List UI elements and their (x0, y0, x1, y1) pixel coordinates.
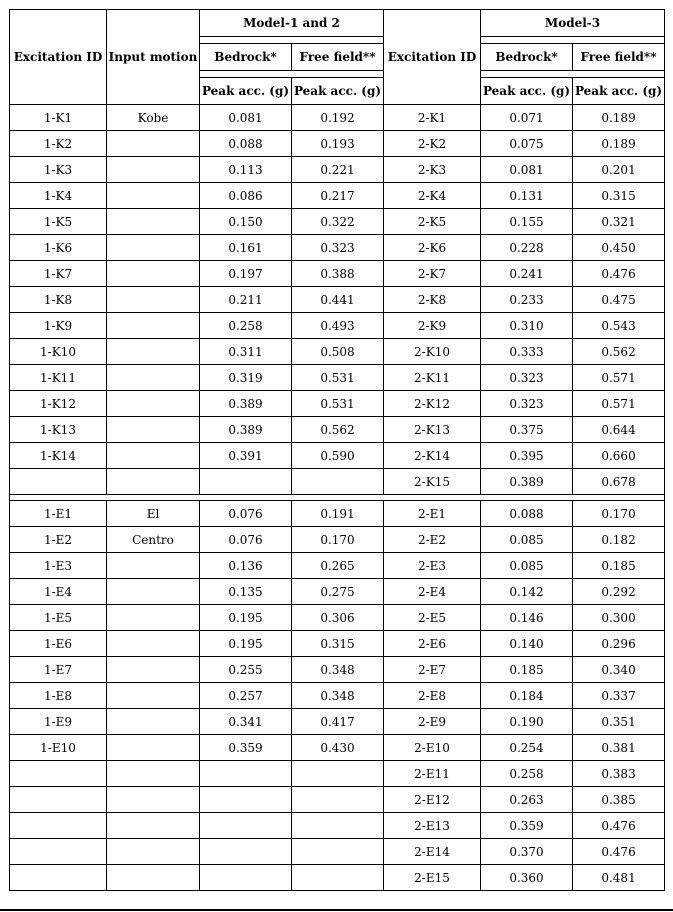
header-rule (481, 37, 665, 44)
free-field-acc-cell: 0.543 (573, 313, 665, 339)
free-field-acc-cell: 0.321 (573, 209, 665, 235)
free-field-acc-cell: 0.493 (292, 313, 384, 339)
free-field-acc-cell: 0.322 (292, 209, 384, 235)
free-field-acc-cell: 0.644 (573, 417, 665, 443)
excitation-id-cell: 2-K15 (384, 469, 481, 495)
bedrock-acc-cell: 0.389 (200, 391, 292, 417)
excitation-table (9, 9, 665, 891)
table-header (10, 10, 665, 105)
bedrock-acc-cell (200, 787, 292, 813)
bedrock-acc-cell: 0.085 (481, 527, 573, 553)
bedrock-acc-cell: 0.389 (481, 469, 573, 495)
bedrock-acc-cell: 0.375 (481, 417, 573, 443)
table-row (10, 761, 665, 787)
input-motion-cell (107, 209, 200, 235)
table-row (10, 235, 665, 261)
free-field-acc-cell: 0.217 (292, 183, 384, 209)
free-field-acc-cell: 0.508 (292, 339, 384, 365)
bedrock-acc-cell: 0.155 (481, 209, 573, 235)
bedrock-acc-cell: 0.076 (200, 501, 292, 527)
bedrock-acc-cell: 0.195 (200, 605, 292, 631)
excitation-id-cell: 2-E2 (384, 527, 481, 553)
free-field-acc-cell: 0.300 (573, 605, 665, 631)
free-field-acc-cell: 0.315 (573, 183, 665, 209)
free-field-acc-cell: 0.337 (573, 683, 665, 709)
table-row (10, 469, 665, 495)
table-row (10, 105, 665, 131)
excitation-id-cell: 2-E7 (384, 657, 481, 683)
bedrock-acc-cell: 0.146 (481, 605, 573, 631)
bedrock-acc-cell: 0.255 (200, 657, 292, 683)
excitation-id-cell: 2-E14 (384, 839, 481, 865)
excitation-id-cell: 1-E5 (10, 605, 107, 631)
excitation-id-cell: 2-K5 (384, 209, 481, 235)
bedrock-acc-cell: 0.135 (200, 579, 292, 605)
excitation-id-cell: 2-E15 (384, 865, 481, 891)
excitation-id-cell: 2-K8 (384, 287, 481, 313)
free-field-acc-cell: 0.385 (573, 787, 665, 813)
free-field-acc-cell: 0.189 (573, 131, 665, 157)
bedrock-acc-cell: 0.136 (200, 553, 292, 579)
free-field-acc-cell: 0.323 (292, 235, 384, 261)
bedrock-acc-cell: 0.323 (481, 365, 573, 391)
free-field-acc-cell: 0.590 (292, 443, 384, 469)
bedrock-acc-cell: 0.241 (481, 261, 573, 287)
excitation-id-cell: 2-K11 (384, 365, 481, 391)
input-motion-cell (107, 683, 200, 709)
free-field-acc-cell: 0.296 (573, 631, 665, 657)
free-field-acc-cell (292, 787, 384, 813)
bedrock-acc-cell: 0.228 (481, 235, 573, 261)
free-field-acc-cell: 0.340 (573, 657, 665, 683)
excitation-id-cell: 1-K8 (10, 287, 107, 313)
bedrock-acc-cell: 0.310 (481, 313, 573, 339)
bedrock-acc-cell: 0.088 (200, 131, 292, 157)
free-field-acc-cell: 0.571 (573, 391, 665, 417)
excitation-id-cell: 2-E13 (384, 813, 481, 839)
excitation-id-cell (10, 813, 107, 839)
table-row (10, 417, 665, 443)
free-field-acc-cell: 0.531 (292, 365, 384, 391)
excitation-id-cell: 2-K14 (384, 443, 481, 469)
bedrock-acc-cell: 0.333 (481, 339, 573, 365)
bedrock-acc-cell: 0.389 (200, 417, 292, 443)
free-field-acc-cell (292, 469, 384, 495)
bedrock-acc-cell: 0.076 (200, 527, 292, 553)
free-field-acc-cell (292, 761, 384, 787)
bedrock-acc-cell (200, 839, 292, 865)
input-motion-cell (107, 261, 200, 287)
excitation-id-cell: 1-E2 (10, 527, 107, 553)
excitation-id-cell (10, 469, 107, 495)
excitation-id-cell: 2-K12 (384, 391, 481, 417)
bottom-rule (0, 909, 673, 911)
bedrock-acc-cell: 0.184 (481, 683, 573, 709)
bedrock-acc-cell: 0.131 (481, 183, 573, 209)
excitation-id-cell: 2-K3 (384, 157, 481, 183)
free-field-acc-cell: 0.571 (573, 365, 665, 391)
excitation-id-cell (10, 761, 107, 787)
free-field-acc-cell: 0.348 (292, 657, 384, 683)
input-motion-cell (107, 631, 200, 657)
header-peak-acc: Peak acc. (g) (200, 78, 292, 105)
excitation-id-cell: 1-K4 (10, 183, 107, 209)
free-field-acc-cell: 0.476 (573, 813, 665, 839)
free-field-acc-cell: 0.531 (292, 391, 384, 417)
input-motion-cell (107, 469, 200, 495)
bedrock-acc-cell (200, 469, 292, 495)
bedrock-acc-cell: 0.211 (200, 287, 292, 313)
input-motion-cell (107, 709, 200, 735)
table-row (10, 709, 665, 735)
bedrock-acc-cell: 0.150 (200, 209, 292, 235)
free-field-acc-cell (292, 839, 384, 865)
free-field-acc-cell: 0.430 (292, 735, 384, 761)
excitation-id-cell: 1-E8 (10, 683, 107, 709)
free-field-acc-cell: 0.381 (573, 735, 665, 761)
excitation-id-cell: 2-K4 (384, 183, 481, 209)
free-field-acc-cell: 0.170 (573, 501, 665, 527)
excitation-id-cell: 2-E5 (384, 605, 481, 631)
excitation-id-cell: 1-K10 (10, 339, 107, 365)
table-row (10, 339, 665, 365)
excitation-id-cell: 1-K2 (10, 131, 107, 157)
table-row (10, 683, 665, 709)
input-motion-cell (107, 735, 200, 761)
free-field-acc-cell: 0.192 (292, 105, 384, 131)
free-field-acc-cell: 0.201 (573, 157, 665, 183)
table-row (10, 183, 665, 209)
bedrock-acc-cell: 0.360 (481, 865, 573, 891)
input-motion-cell: El (107, 501, 200, 527)
table-row (10, 657, 665, 683)
header-model-3: Model-3 (481, 10, 665, 37)
input-motion-cell (107, 131, 200, 157)
bedrock-acc-cell: 0.190 (481, 709, 573, 735)
free-field-acc-cell: 0.481 (573, 865, 665, 891)
header-peak-acc: Peak acc. (g) (573, 78, 665, 105)
table-row (10, 553, 665, 579)
bedrock-acc-cell: 0.081 (200, 105, 292, 131)
free-field-acc-cell: 0.476 (573, 839, 665, 865)
input-motion-cell (107, 865, 200, 891)
bedrock-acc-cell: 0.254 (481, 735, 573, 761)
excitation-id-cell (10, 865, 107, 891)
header-input-motion: Input motion (107, 10, 200, 105)
free-field-acc-cell: 0.441 (292, 287, 384, 313)
excitation-id-cell: 2-E10 (384, 735, 481, 761)
free-field-acc-cell: 0.678 (573, 469, 665, 495)
excitation-id-cell: 2-E11 (384, 761, 481, 787)
bedrock-acc-cell: 0.081 (481, 157, 573, 183)
excitation-id-cell: 1-E10 (10, 735, 107, 761)
excitation-id-cell (10, 787, 107, 813)
free-field-acc-cell: 0.348 (292, 683, 384, 709)
excitation-id-cell: 2-E8 (384, 683, 481, 709)
excitation-id-cell: 1-E3 (10, 553, 107, 579)
excitation-id-cell: 2-E1 (384, 501, 481, 527)
free-field-acc-cell: 0.383 (573, 761, 665, 787)
excitation-id-cell: 2-E12 (384, 787, 481, 813)
free-field-acc-cell: 0.315 (292, 631, 384, 657)
table-row (10, 443, 665, 469)
kobe-section (10, 105, 665, 495)
bedrock-acc-cell: 0.395 (481, 443, 573, 469)
table-row (10, 501, 665, 527)
excitation-id-cell: 2-K7 (384, 261, 481, 287)
table-row (10, 527, 665, 553)
input-motion-cell (107, 787, 200, 813)
excitation-id-cell: 1-K13 (10, 417, 107, 443)
free-field-acc-cell (292, 865, 384, 891)
excitation-id-cell: 2-K9 (384, 313, 481, 339)
bedrock-acc-cell: 0.085 (481, 553, 573, 579)
bedrock-acc-cell: 0.233 (481, 287, 573, 313)
table-row (10, 813, 665, 839)
input-motion-cell (107, 443, 200, 469)
free-field-acc-cell: 0.265 (292, 553, 384, 579)
table-row (10, 631, 665, 657)
bedrock-acc-cell: 0.258 (481, 761, 573, 787)
bedrock-acc-cell: 0.088 (481, 501, 573, 527)
table-row (10, 261, 665, 287)
excitation-id-cell: 2-K10 (384, 339, 481, 365)
bedrock-acc-cell: 0.113 (200, 157, 292, 183)
excitation-id-cell: 2-E3 (384, 553, 481, 579)
free-field-acc-cell: 0.476 (573, 261, 665, 287)
header-bedrock: Bedrock* (200, 44, 292, 71)
bedrock-acc-cell: 0.140 (481, 631, 573, 657)
free-field-acc-cell: 0.189 (573, 105, 665, 131)
free-field-acc-cell: 0.170 (292, 527, 384, 553)
excitation-id-cell: 1-K6 (10, 235, 107, 261)
table-row (10, 865, 665, 891)
free-field-acc-cell: 0.275 (292, 579, 384, 605)
table-row (10, 579, 665, 605)
excitation-id-cell (10, 839, 107, 865)
header-peak-acc: Peak acc. (g) (292, 78, 384, 105)
bedrock-acc-cell (200, 813, 292, 839)
excitation-id-cell: 1-K14 (10, 443, 107, 469)
excitation-id-cell: 2-K1 (384, 105, 481, 131)
input-motion-cell (107, 287, 200, 313)
bedrock-acc-cell: 0.319 (200, 365, 292, 391)
header-rule (481, 71, 665, 78)
bedrock-acc-cell: 0.359 (481, 813, 573, 839)
excitation-id-cell: 1-K1 (10, 105, 107, 131)
free-field-acc-cell (292, 813, 384, 839)
input-motion-cell (107, 313, 200, 339)
table-row (10, 391, 665, 417)
excitation-id-cell: 1-K12 (10, 391, 107, 417)
free-field-acc-cell: 0.306 (292, 605, 384, 631)
excitation-id-cell: 1-K5 (10, 209, 107, 235)
input-motion-cell (107, 157, 200, 183)
input-motion-cell: Centro (107, 527, 200, 553)
input-motion-cell (107, 761, 200, 787)
table-row (10, 839, 665, 865)
bedrock-acc-cell: 0.391 (200, 443, 292, 469)
bedrock-acc-cell (200, 865, 292, 891)
header-free-field: Free field** (573, 44, 665, 71)
bedrock-acc-cell: 0.142 (481, 579, 573, 605)
excitation-id-cell: 1-K3 (10, 157, 107, 183)
free-field-acc-cell: 0.193 (292, 131, 384, 157)
input-motion-cell (107, 183, 200, 209)
excitation-id-cell: 1-E9 (10, 709, 107, 735)
free-field-acc-cell: 0.450 (573, 235, 665, 261)
input-motion-cell: Kobe (107, 105, 200, 131)
header-excitation-id: Excitation ID (10, 10, 107, 105)
table-row (10, 605, 665, 631)
free-field-acc-cell: 0.292 (573, 579, 665, 605)
input-motion-cell (107, 657, 200, 683)
bedrock-acc-cell: 0.311 (200, 339, 292, 365)
table-row (10, 787, 665, 813)
free-field-acc-cell: 0.562 (573, 339, 665, 365)
table-row (10, 287, 665, 313)
bedrock-acc-cell: 0.195 (200, 631, 292, 657)
excitation-id-cell: 2-E4 (384, 579, 481, 605)
bedrock-acc-cell: 0.071 (481, 105, 573, 131)
input-motion-cell (107, 417, 200, 443)
input-motion-cell (107, 579, 200, 605)
table-row (10, 313, 665, 339)
bedrock-acc-cell: 0.341 (200, 709, 292, 735)
table-row (10, 131, 665, 157)
bedrock-acc-cell (200, 761, 292, 787)
header-bedrock: Bedrock* (481, 44, 573, 71)
free-field-acc-cell: 0.660 (573, 443, 665, 469)
bedrock-acc-cell: 0.257 (200, 683, 292, 709)
input-motion-cell (107, 605, 200, 631)
header-peak-acc: Peak acc. (g) (481, 78, 573, 105)
bedrock-acc-cell: 0.075 (481, 131, 573, 157)
table-row (10, 209, 665, 235)
bedrock-acc-cell: 0.185 (481, 657, 573, 683)
excitation-id-cell: 1-K7 (10, 261, 107, 287)
excitation-id-cell: 1-E4 (10, 579, 107, 605)
header-rule (200, 37, 384, 44)
bedrock-acc-cell: 0.323 (481, 391, 573, 417)
header-rule (200, 71, 384, 78)
excitation-id-cell: 2-K13 (384, 417, 481, 443)
input-motion-cell (107, 553, 200, 579)
el-centro-section (10, 501, 665, 891)
table-row (10, 365, 665, 391)
bedrock-acc-cell: 0.161 (200, 235, 292, 261)
free-field-acc-cell: 0.351 (573, 709, 665, 735)
bedrock-acc-cell: 0.263 (481, 787, 573, 813)
excitation-id-cell: 1-E6 (10, 631, 107, 657)
excitation-id-cell: 1-E7 (10, 657, 107, 683)
free-field-acc-cell: 0.221 (292, 157, 384, 183)
free-field-acc-cell: 0.191 (292, 501, 384, 527)
free-field-acc-cell: 0.182 (573, 527, 665, 553)
excitation-id-cell: 2-E6 (384, 631, 481, 657)
free-field-acc-cell: 0.417 (292, 709, 384, 735)
input-motion-cell (107, 235, 200, 261)
header-excitation-id-model-3: Excitation ID (384, 10, 481, 105)
table-row (10, 735, 665, 761)
bedrock-acc-cell: 0.086 (200, 183, 292, 209)
bedrock-acc-cell: 0.370 (481, 839, 573, 865)
free-field-acc-cell: 0.475 (573, 287, 665, 313)
input-motion-cell (107, 365, 200, 391)
excitation-id-cell: 2-E9 (384, 709, 481, 735)
excitation-id-cell: 2-K6 (384, 235, 481, 261)
input-motion-cell (107, 391, 200, 417)
header-free-field: Free field** (292, 44, 384, 71)
free-field-acc-cell: 0.388 (292, 261, 384, 287)
excitation-id-cell: 1-K11 (10, 365, 107, 391)
free-field-acc-cell: 0.185 (573, 553, 665, 579)
header-model-1-and-2: Model-1 and 2 (200, 10, 384, 37)
bedrock-acc-cell: 0.359 (200, 735, 292, 761)
free-field-acc-cell: 0.562 (292, 417, 384, 443)
input-motion-cell (107, 339, 200, 365)
bedrock-acc-cell: 0.258 (200, 313, 292, 339)
table-row (10, 157, 665, 183)
excitation-id-cell: 2-K2 (384, 131, 481, 157)
input-motion-cell (107, 839, 200, 865)
input-motion-cell (107, 813, 200, 839)
excitation-id-cell: 1-E1 (10, 501, 107, 527)
bedrock-acc-cell: 0.197 (200, 261, 292, 287)
excitation-id-cell: 1-K9 (10, 313, 107, 339)
